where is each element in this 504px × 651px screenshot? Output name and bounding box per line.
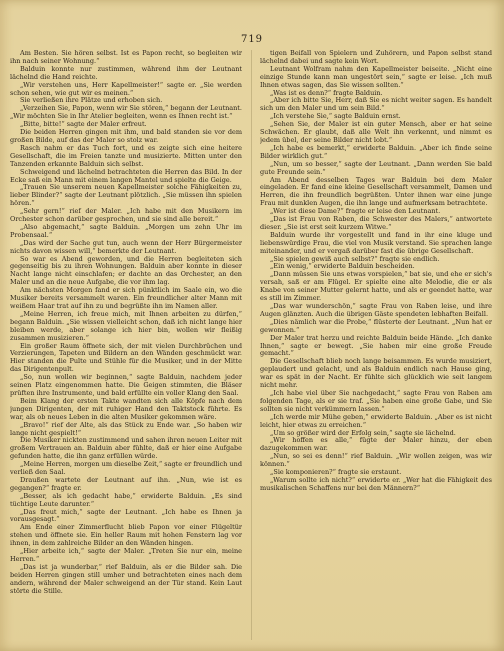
paragraph: Balduin wurde ihr vorgestellt und fand in ihr eine kluge und liebenswürdige Frau, die viel von Musik verstand. Sie sprachen lange miteinander, und er vergaß darüber fast die übrige Gesellschaft. xyxy=(260,230,492,255)
paragraph: „Das wird der Sache gut tun, auch wenn der Herr Bürgermeister nichts davon wissen will,“ bemerkte der Leutnant. xyxy=(10,238,242,255)
right-column xyxy=(260,50,492,640)
paragraph: „Meine Herren, ich freue mich, mit Ihnen arbeiten zu dürfen,“ begann Balduin. „Sie wissen vielleicht schon, daß ich nicht lange hier bleiben werde, aber solange ich hier bin, wollen wir fleißig zusammen musizieren.“ xyxy=(10,309,242,342)
paragraph: Am nächsten Morgen fand er sich pünktlich im Saale ein, wo die Musiker bereits versammelt waren. Ein freundlicher alter Mann mit weißem Haar trat auf ihn zu und begrüßte ihn im Namen aller. xyxy=(10,286,242,310)
paragraph: „Bravo!“ rief der Alte, als das Stück zu Ende war. „So haben wir lange nicht gespielt!“ xyxy=(10,420,242,437)
paragraph: „So, nun wollen wir beginnen,“ sagte Balduin, nachdem jeder seinen Platz eingenommen hatte. Die Geigen stimmten, die Bläser prüften ihre Instrumente, und bald erfüllte ein voller Klang den Saal. xyxy=(10,373,242,397)
paragraph: Leutnant Wolfram nahm den Kapellmeister beiseite. „Nicht eine einzige Stunde kann man ungestört sein,“ sagte er leise. „Ich muß Ihnen etwas sagen, das Sie wissen sollten.“ xyxy=(260,64,492,89)
paragraph: „Sie komponieren?“ fragte sie erstaunt. xyxy=(270,468,402,477)
paragraph: „Ich werde mir Mühe geben,“ erwiderte Balduin. „Aber es ist nicht leicht, hier etwas zu erreichen.“ xyxy=(260,412,492,429)
paragraph: Schweigend und lächelnd betrachteten die Herren das Bild. In der Ecke saß ein Mann mit einem langen Mantel und spielte die Geige. xyxy=(10,167,242,184)
paragraph: tigen Beifall von Spielern und Zuhörern, und Papon selbst stand lächelnd dabei und sagte kein Wort. xyxy=(260,50,492,65)
paragraph: „Trauen Sie unserem neuen Kapellmeister solche Fähigkeiten zu, lieber Blinder?“ sagte der Leutnant plötzlich. „Sie müssen ihn spielen hören.“ xyxy=(10,183,242,208)
paragraph: „Ich habe viel über Sie nachgedacht,“ sagte Frau von Raben am folgenden Tage, als er sie traf. „Sie haben eine große Gabe, und Sie sollten sie nicht verkümmern lassen.“ xyxy=(260,388,492,413)
paragraph: „Ich verstehe Sie,“ sagte Balduin ernst. xyxy=(270,112,401,121)
paragraph: Die Gesellschaft blieb noch lange beisammen. Es wurde musiziert, geplaudert und gelacht, und als Balduin endlich nach Hause ging, war es spät in der Nacht. Er fühlte sich glücklich wie seit langem nicht mehr. xyxy=(260,357,492,390)
paragraph: „Aber ich bitte Sie, Herr, daß Sie es nicht weiter sagen. Es handelt sich um den Maler und um sein Bild.“ xyxy=(260,96,492,113)
paragraph: Draußen wartete der Leutnant auf ihn. „Nun, wie ist es gegangen?“ fragte er. xyxy=(10,475,242,492)
paragraph: „Verzeihen Sie, Papon, wenn wir Sie stören,“ begann der Leutnant. „Wir möchten Sie in Ihr Atelier begleiten, wenn es Ihnen recht ist.“ xyxy=(10,104,242,121)
paragraph: Am Abend desselben Tages war Balduin bei dem Maler eingeladen. Er fand eine kleine Gesellschaft versammelt, Damen und Herren, die ihn freundlich begrüßten. Unter ihnen war eine junge Frau mit dunklen Augen, die ihn lange und aufmerksam betrachtete. xyxy=(260,175,492,208)
paragraph: „Ein wenig,“ erwiderte Balduin bescheiden. xyxy=(270,262,415,271)
paragraph: Sie verließen ihre Plätze und erhoben sich. xyxy=(20,96,163,105)
left-column xyxy=(10,50,242,640)
paragraph: „Sehen Sie, der Maler ist ein guter Mensch, aber er hat seine Schwächen. Er glaubt, daß alle Welt ihn verkennt, und nimmt es jedem übel, der seine Bilder nicht lobt.“ xyxy=(260,120,492,144)
paragraph: „Dann müssen Sie uns etwas vorspielen,“ bat sie, und ehe er sich's versah, saß er am Flügel. Er spielte eine alte Melodie, die er als Knabe von seiner Mutter gelernt hatte, und als er geendet hatte, war es still im Zimmer. xyxy=(260,270,492,303)
paragraph: „Das war wunderschön,“ sagte Frau von Raben leise, und ihre Augen glänzten. Auch die übrigen Gäste spendeten lebhaften Beifall. xyxy=(260,302,492,318)
paragraph: Ein großer Raum öffnete sich, der mit vielen Durchbrüchen und Verzierungen, Tapeten und Bildern an den Wänden geschmückt war. Hier standen die Pulte und Stühle für die Musiker, und in der Mitte das Dirigentenpult. xyxy=(10,341,242,374)
paragraph: „Was ist es denn?“ fragte Balduin. xyxy=(270,88,383,97)
paragraph: „Warum sollte ich nicht?“ erwiderte er. „Wer hat die Fähigkeit des musikalischen Schaffens nur bei den Männern?“ xyxy=(260,475,492,492)
paragraph: Die Musiker nickten zustimmend und sahen ihren neuen Leiter mit großem Vertrauen an. Balduin aber fühlte, daß er hier eine Aufgabe gefunden hatte, die ihn ganz erfüllen würde. xyxy=(10,436,242,461)
column-divider xyxy=(251,50,252,640)
paragraph: „Das freut mich,“ sagte der Leutnant. „Ich habe es Ihnen ja vorausgesagt.“ xyxy=(10,507,242,524)
paragraph: „Sehr gern!“ rief der Maler. „Ich habe mit den Musikern im Orchester schon darüber gesprochen, und sie sind alle bereit.“ xyxy=(10,207,242,224)
paragraph: Beim Klang der ersten Takte wandten sich alle Köpfe nach dem jungen Dirigenten, der mit ruhiger Hand den Taktstock führte. Es war, als ob neues Leben in die alten Musiker gekommen wäre. xyxy=(10,396,242,421)
paragraph: Rasch nahm er das Tuch fort, und es zeigte sich eine heitere Gesellschaft, die im Freien tanzte und musizierte. Mitten unter den Tanzenden erkannte Balduin sich selbst. xyxy=(10,143,242,168)
paragraph: „Das ist ja wunderbar,“ rief Balduin, als er die Bilder sah. Die beiden Herren gingen still umher und betrachteten eines nach dem andern, während der Maler schweigend an der Tür stand. Kein Laut störte die Stille. xyxy=(10,562,242,595)
paragraph: „Sie spielen gewiß auch selbst?“ fragte sie endlich. xyxy=(270,254,440,263)
paragraph: Balduin konnte nur zustimmen, während ihm der Leutnant lächelnd die Hand reichte. xyxy=(10,64,242,81)
paragraph: So war es Abend geworden, und die Herren begleiteten sich gegenseitig bis zu ihren Wohnungen. Balduin aber konnte in dieser Nacht lange nicht einschlafen; er dachte an das Orchester, an den Maler und an die neue Aufgabe, die vor ihm lag. xyxy=(10,254,242,287)
paragraph: „Meine Herren, morgen um dieselbe Zeit,“ sagte er freundlich und verließ den Saal. xyxy=(10,460,242,477)
paragraph: Am Ende einer Zimmerflucht blieb Papon vor einer Flügeltür stehen und öffnete sie. Ein heller Raum mit hohen Fenstern lag vor ihnen, in dem zahlreiche Bilder an den Wänden hingen. xyxy=(10,523,242,548)
paragraph: „Hier arbeite ich,“ sagte der Maler. „Treten Sie nur ein, meine Herren.“ xyxy=(10,547,242,563)
paragraph: „Ich habe es bemerkt,“ erwiderte Balduin. „Aber ich finde seine Bilder wirklich gut.“ xyxy=(260,143,492,160)
paragraph: „Wir verstehen uns, Herr Kapellmeister!“ sagte er. „Sie werden schon sehen, wie gut wir es meinen.“ xyxy=(10,80,242,97)
paragraph: „Um so größer wird der Erfolg sein,“ sagte sie lächelnd. xyxy=(270,428,456,437)
paragraph: „Also abgemacht,“ sagte Balduin. „Morgen um zehn Uhr im Probensaal.“ xyxy=(10,222,242,239)
paragraph: „Dies nämlich war die Probe,“ flüsterte der Leutnant. „Nun hat er gewonnen.“ xyxy=(260,317,492,334)
paragraph: Die beiden Herren gingen mit ihm, und bald standen sie vor dem großen Bilde, auf das der Maler so stolz war. xyxy=(10,128,242,144)
paragraph: „Nun, um so besser,“ sagte der Leutnant. „Dann werden Sie bald gute Freunde sein.“ xyxy=(260,159,492,176)
paragraph: Am Besten. Sie hören selbst. Ist es Papon recht, so begleiten wir ihn nach seiner Wohnung.“ xyxy=(10,50,242,65)
paragraph: „Wir hoffen es alle,“ fügte der Maler hinzu, der eben dazugekommen war. xyxy=(260,436,492,453)
page-number: 719 xyxy=(240,34,264,45)
paragraph: „Nun, so sei es denn!“ rief Balduin. „Wir wollen zeigen, was wir können.“ xyxy=(260,452,492,469)
paragraph: „Bitte, bitte!“ sagte der Maler erfreut. xyxy=(20,120,147,129)
paragraph: „Wer ist diese Dame?“ fragte er leise den Leutnant. xyxy=(270,207,441,216)
paragraph: „Besser, als ich gedacht habe,“ erwiderte Balduin. „Es sind tüchtige Leute darunter.“ xyxy=(10,491,242,508)
paragraph: Der Maler trat herzu und reichte Balduin beide Hände. „Ich danke Ihnen,“ sagte er bewegt. „Sie haben mir eine große Freude gemacht.“ xyxy=(260,333,492,358)
paragraph: „Das ist Frau von Raben, die Schwester des Malers,“ antwortete dieser. „Sie ist erst seit kurzem Witwe.“ xyxy=(260,215,492,231)
